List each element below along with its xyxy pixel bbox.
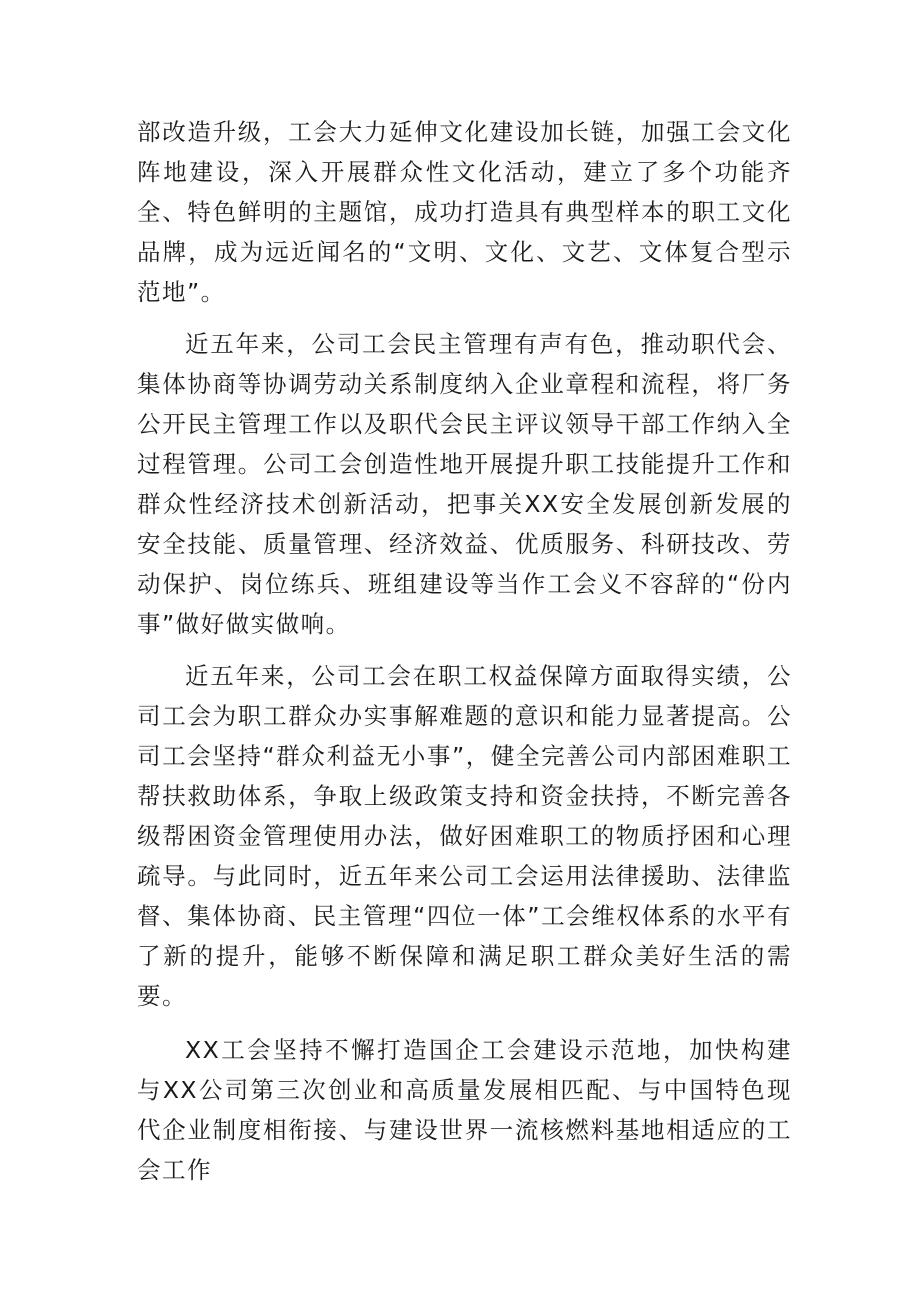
paragraph-3: 近五年来，公司工会在职工权益保障方面取得实绩，公司工会为职工群众办实事解难题的意识和能力显著提高。公司工会坚持“群众利益无小事”，健全完善公司内部困难职工帮扶救助体系，争取上级政策支持和资金扶持，不断完善各级帮困资金管理使用办法，做好困难职工的物质抒困和心理疏导。与此同时，近五年来公司工会运用法律援助、法律监督、集体协商、民主管理“四位一体”工会维权体系的水平有了新的提升，能够不断保障和满足职工群众美好生活的需要。	[137, 662, 792, 1010]
paragraph-2: 近五年来，公司工会民主管理有声有色，推动职代会、集体协商等协调劳动关系制度纳入企业章程和流程，将厂务公开民主管理工作以及职代会民主评议领导干部工作纳入全过程管理。公司工会创造性地开展提升职工技能提升工作和群众性经济技术创新活动，把事关XX安全发展创新发展的安全技能、质量管理、经济效益、优质服务、科研技改、劳动保护、岗位练兵、班组建设等当作工会义不容辞的“份内事”做好做实做响。	[137, 330, 792, 638]
paragraph-1: 部改造升级，工会大力延伸文化建设加长链，加强工会文化阵地建设，深入开展群众性文化活动，建立了多个功能齐全、特色鲜明的主题馆，成功打造具有典型样本的职工文化品牌，成为远近闻名的“文明、文化、文艺、文体复合型示范地”。	[137, 118, 792, 306]
paragraph-4: XX工会坚持不懈打造国企工会建设示范地，加快构建与XX公司第三次创业和高质量发展相匹配、与中国特色现代企业制度相衔接、与建设世界一流核燃料基地相适应的工会工作	[137, 1036, 792, 1184]
document-body	[137, 112, 792, 1190]
